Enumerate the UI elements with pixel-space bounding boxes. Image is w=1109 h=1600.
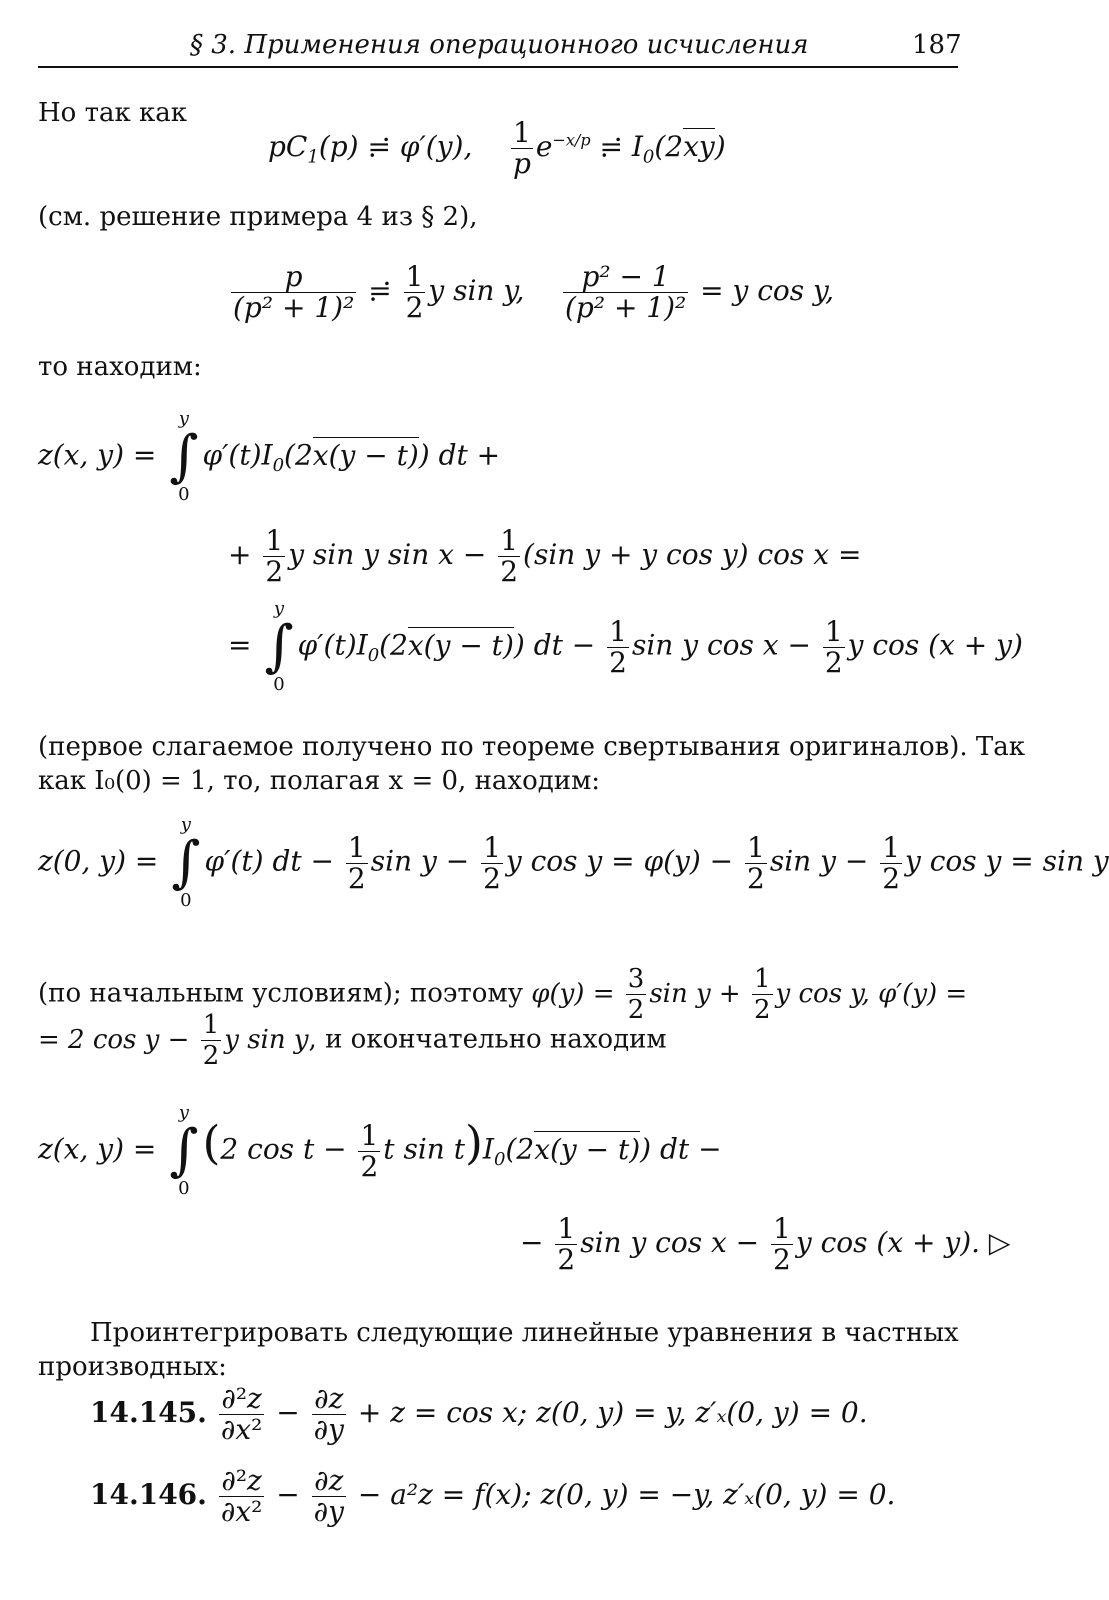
- exercise-number: 14.146.: [90, 1478, 207, 1511]
- exercise-number: 14.145.: [90, 1396, 207, 1429]
- formula-images: $pC_1(p)$ ≓ φ′(y), $\frac{1}{p}$ $e^{-x/p}$ ≓ $I_0(2xy)$: [268, 116, 726, 180]
- initial-text: (по начальным условиям); поэтому: [38, 978, 523, 1009]
- exercise-rhs: − a²z = f(x); z(0, y) = −y, z′ₓ(0, y) = 0.: [357, 1478, 896, 1511]
- remark-line-2: как I₀(0) = 1, то, полагая x = 0, находим:: [38, 766, 601, 796]
- initial-line-2: = 2 cos y − $\frac{1}{2}$ y sin y, и окончательно находим: [38, 1010, 667, 1071]
- initial-line-1: (по начальным условиям); поэтому φ(y) = $\frac{3}{2}$ sin y + $\frac{1}{2}$ y cos y, φ′(y) =: [38, 964, 968, 1025]
- end-of-solution-mark: ▷: [988, 1226, 1011, 1259]
- exercise-intro-1: Проинтегрировать следующие линейные уравнения в частных: [90, 1318, 959, 1348]
- finally-text: , и окончательно находим: [308, 1024, 667, 1055]
- running-header: § 3. Применения операционного исчисления: [190, 30, 809, 60]
- remark-line-1: (первое слагаемое получено по теореме свертывания оригиналов). Так: [38, 732, 1026, 762]
- formula-final-line1: z(x, y) = y ∫ 0 (2 cos t − $\frac{1}{2}$ t $\sin t)I_0(2x(y - t))$ dt −: [38, 1102, 722, 1199]
- exercise-rhs: + z = cos x; z(0, y) = y, z′ₓ(0, y) = 0.: [357, 1396, 868, 1429]
- formula-solution-line2: + $\frac{1}{2}$ y sin y sin x − $\frac{1}{2}$ (sin y + y cos y) cos x =: [228, 524, 862, 588]
- reference-text: (см. решение примера 4 из § 2),: [38, 202, 478, 232]
- exercise-intro-2: производных:: [38, 1352, 227, 1382]
- header-rule: [38, 66, 958, 68]
- exercise-14-146: 14.146. $\frac{\text{∂²z}}{\text{∂x²}}$ − $\frac{\partial z}{\partial y}$ − a²z = f(x); z(0, y) = −y, z′ₓ(0, y) = 0.: [90, 1464, 896, 1528]
- formula-solution-line1: z(x, y) = y ∫ 0 $\varphi'(t)I_0(2x(y - t))$ dt +: [38, 408, 501, 505]
- formula-initial: z(0, y) = y ∫ 0 φ′(t) dt − $\frac{1}{2}$ sin y − $\frac{1}{2}$ y cos y = φ(y) − $\frac{1}{2}$ sin y − $\frac{1}{2}$ y cos y = sin y: [38, 814, 1109, 911]
- formula-solution-line3: = y ∫ 0 $\varphi'(t)I_0(2x(y - t))$ dt − $\frac{1}{2}$ sin y cos x − $\frac{1}{2}$ y cos (x + y): [228, 598, 1023, 695]
- page-number: 187: [912, 30, 962, 60]
- then-find-text: то находим:: [38, 352, 202, 382]
- intro-text: Но так как: [38, 98, 187, 128]
- formula-final-line2: − $\frac{1}{2}$ sin y cos x − $\frac{1}{2}$ y cos (x + y). ▷: [520, 1212, 1011, 1276]
- exercise-14-145: 14.145. $\frac{\text{∂²z}}{\text{∂x²}}$ − $\frac{\partial z}{\partial y}$ + z = cos x; z(0, y) = y, z′ₓ(0, y) = 0.: [90, 1382, 868, 1446]
- formula-transforms: $\frac{p}{\text{(p² + 1)²}}$ ≓ $\frac{1}{2}$ y sin y, $\frac{\text{p² − 1}}{\text{(p² + 1)²}}$ = y cos y,: [233, 260, 835, 324]
